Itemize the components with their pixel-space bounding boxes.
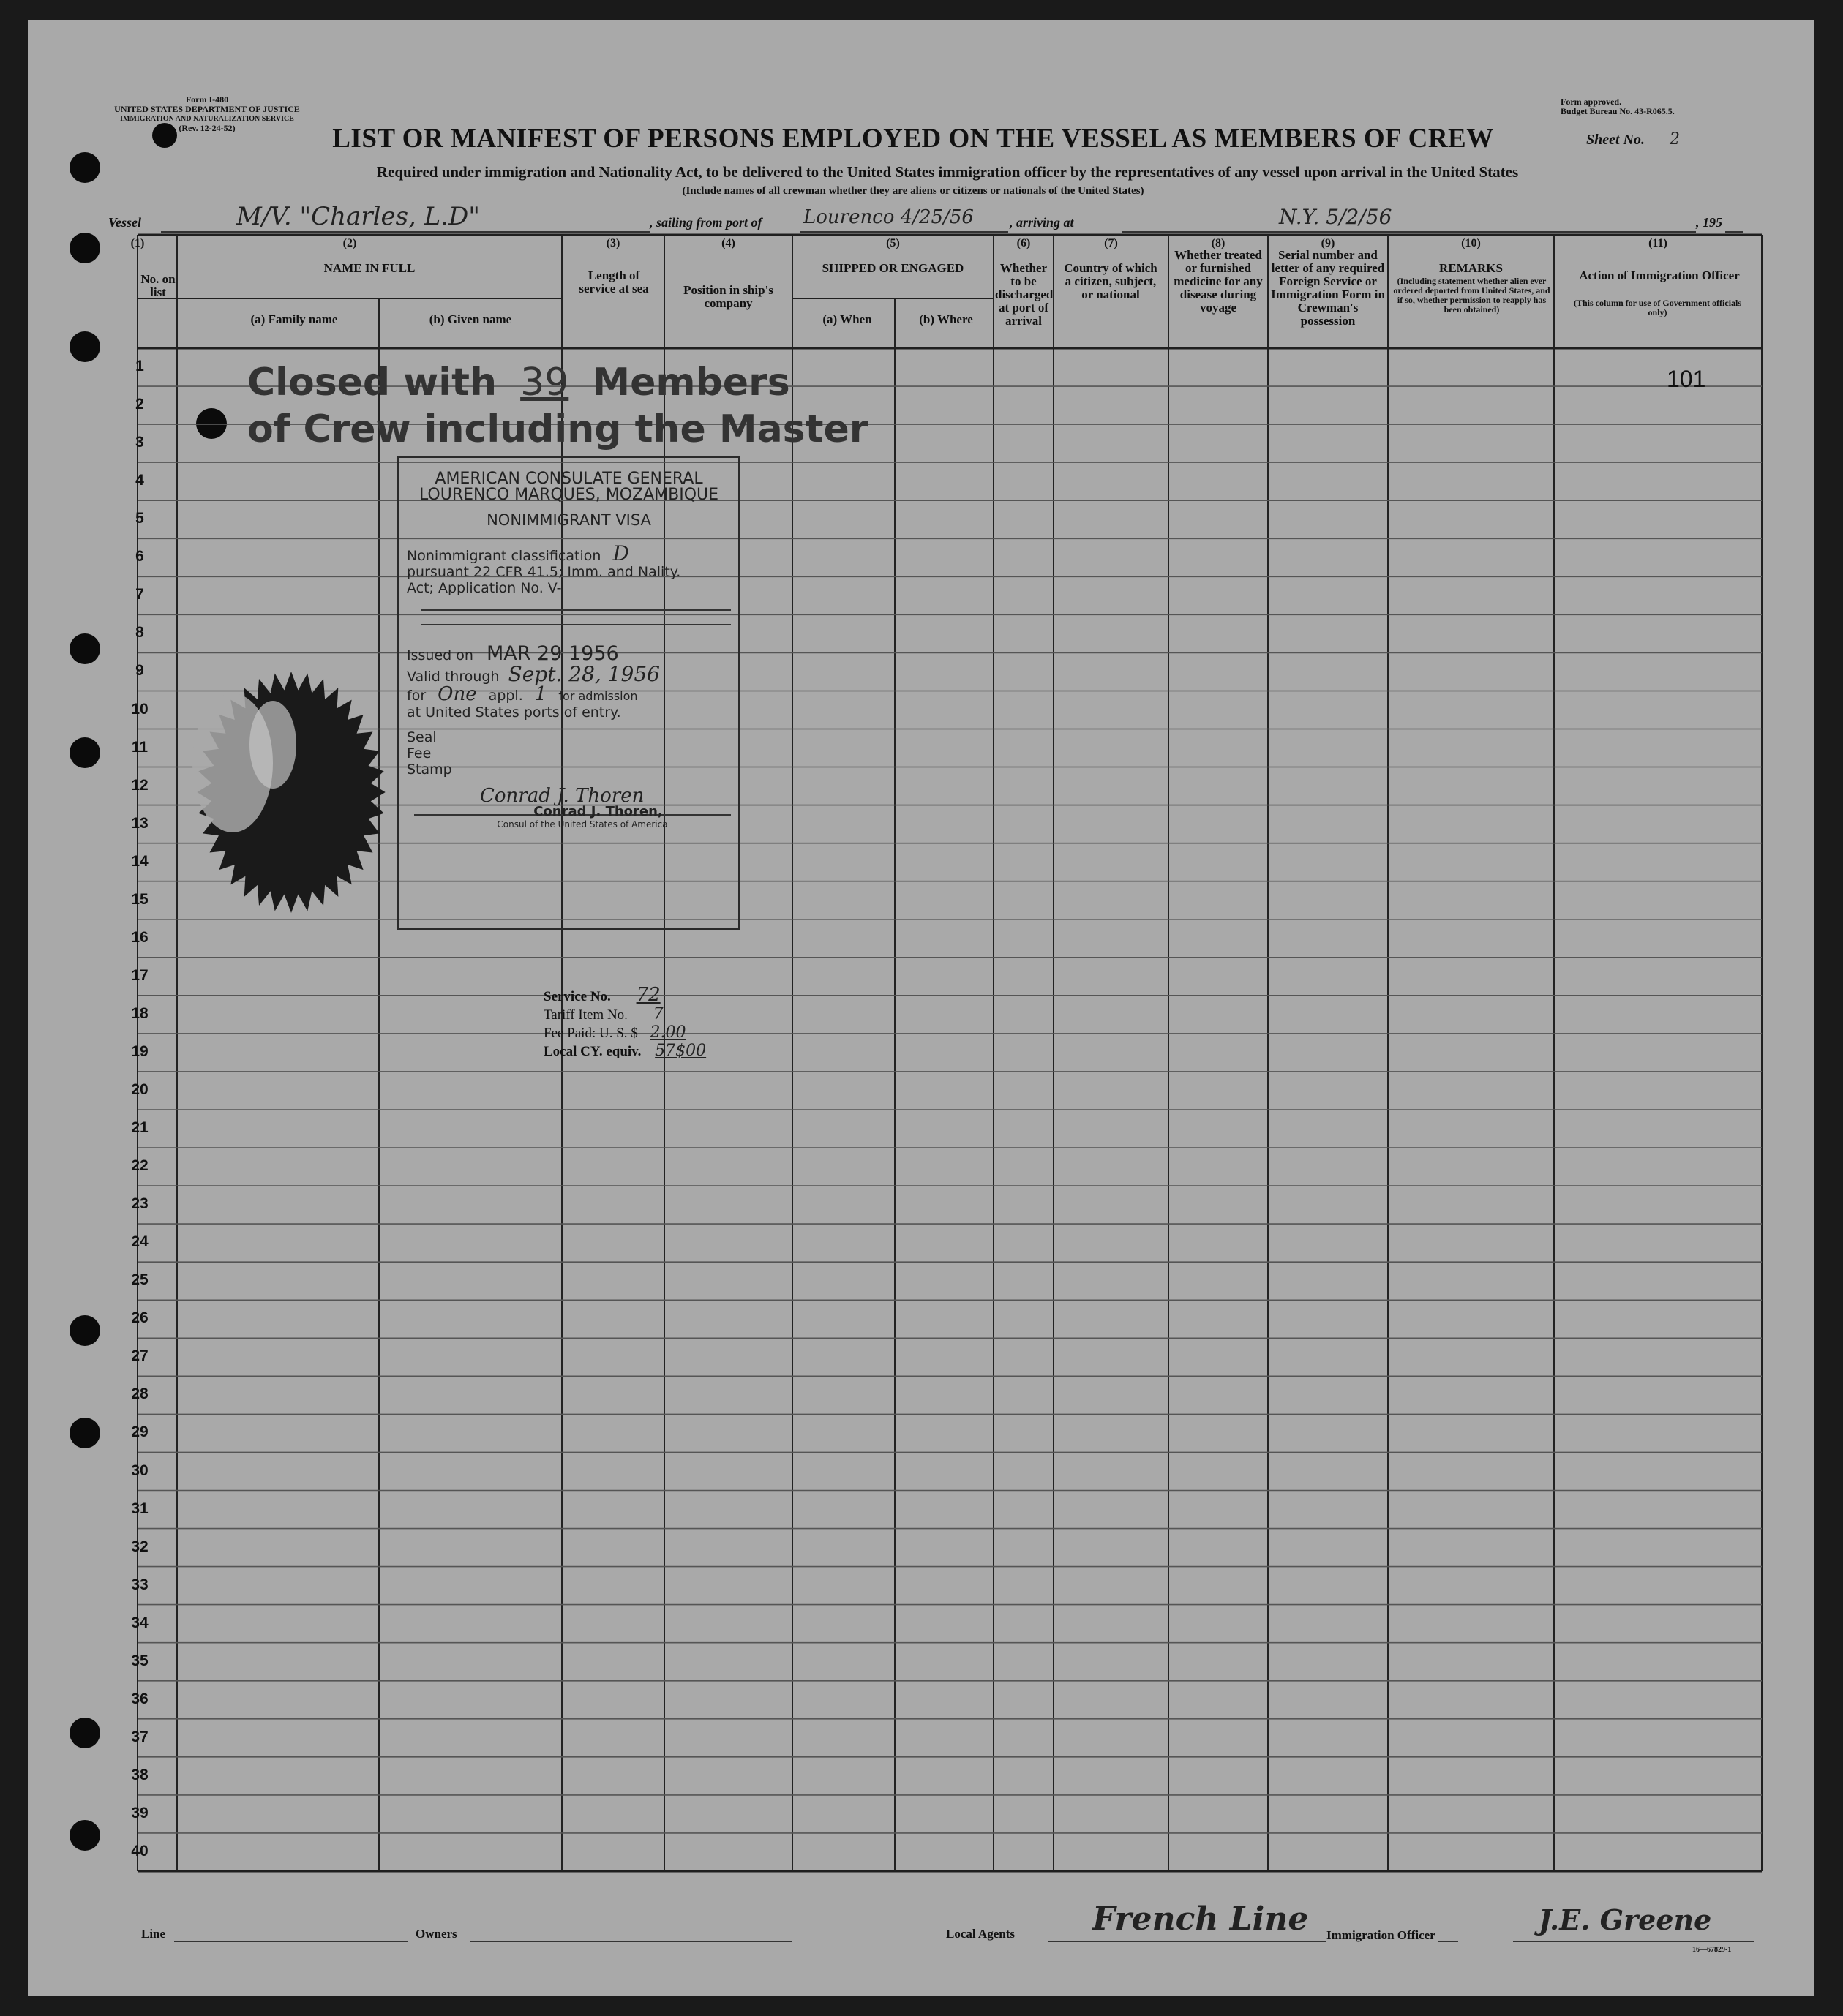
visa-valid: [407, 662, 738, 686]
row-number: 10: [131, 700, 149, 718]
row-number: 28: [131, 1385, 149, 1403]
required-line: Required under immigration and Nationality Act, to be delivered to the United States immigration officer by the representatives of any vessel upon arrival in the United States: [376, 163, 1519, 181]
consul-name: Conrad J. Thoren,: [533, 804, 663, 819]
row-number: 16: [131, 928, 149, 946]
col-action: Action of Immigration Officer: [1579, 268, 1740, 282]
col-num-10: (10): [1461, 237, 1481, 249]
print-code: 16—67829-1: [1692, 1946, 1732, 1954]
row-number: 39: [131, 1804, 149, 1821]
closed-stamp: [247, 361, 979, 451]
visa-for: [407, 683, 738, 705]
agents-label: Local Agents: [946, 1927, 1015, 1941]
form-number: Form I-480: [185, 94, 229, 105]
closed-line-1: [247, 361, 979, 405]
row-number: 25: [131, 1271, 149, 1289]
row-number: 3: [135, 434, 144, 451]
officer-underline: [1513, 1941, 1754, 1942]
row-number: 14: [131, 852, 149, 870]
page-title: LIST OR MANIFEST OF PERSONS EMPLOYED ON THE VESSEL AS MEMBERS OF CREW: [332, 124, 1494, 154]
fee-label: Fee Paid: U. S. $: [544, 1026, 638, 1041]
col-discharged: Whether to be discharged at port of arrival: [995, 261, 1054, 328]
row-number: 21: [131, 1119, 149, 1136]
sheet-label: Sheet No.: [1586, 132, 1645, 148]
footer: [108, 1900, 1762, 1959]
service-value: 72: [636, 984, 661, 1006]
col-when: (a) When: [822, 312, 872, 326]
row-number: 4: [135, 472, 144, 489]
col-num-2: (2): [342, 237, 357, 249]
col-action-note: (This column for use of Government officials only): [1573, 298, 1742, 317]
service-name: IMMIGRATION AND NATURALIZATION SERVICE: [120, 115, 294, 123]
arriving-value: N.Y. 5/2/56: [1279, 205, 1392, 229]
for-label: for: [407, 688, 427, 704]
row-number: 37: [131, 1728, 149, 1745]
visa-blank-2: [421, 624, 731, 625]
year-label: , 195: [1696, 215, 1722, 230]
include-line: (Include names of all crewman whether they are aliens or citizens or nationals of the United States): [682, 185, 1144, 197]
fee-value: 2.00: [650, 1023, 686, 1042]
col-family-name: (a) Family name: [250, 312, 338, 326]
line-label: Line: [141, 1927, 166, 1941]
row-number: 31: [131, 1500, 149, 1517]
visa-line-4: [407, 541, 738, 565]
visa-line-3: NONIMMIGRANT VISA: [487, 511, 651, 529]
tariff-value: 7: [653, 1005, 664, 1023]
embossed-seal: [163, 664, 405, 920]
officer-value: J.E. Greene: [1539, 1903, 1712, 1936]
col-remarks-note: (Including statement whether alien ever ordered deported from United States, and if so, whether permission to reapply has been obtained): [1393, 276, 1550, 315]
consul-signature: Conrad J. Thoren: [480, 785, 645, 807]
row-number: 38: [131, 1766, 149, 1783]
row-number: 32: [131, 1538, 149, 1555]
row-number: 2: [135, 396, 144, 413]
department: UNITED STATES DEPARTMENT OF JUSTICE: [114, 104, 300, 114]
row-number: 34: [131, 1614, 149, 1631]
col-num-4: (4): [721, 237, 735, 249]
col-num-6: (6): [1016, 237, 1031, 249]
visa-stamp-label: Stamp: [407, 761, 452, 778]
col-length-service: Length of service at sea: [579, 268, 649, 296]
admission-label: for admission: [558, 689, 638, 703]
issued-label: Issued on: [407, 647, 473, 663]
visa-fee: Fee: [407, 745, 432, 761]
row-number: 9: [135, 662, 144, 680]
members-text: Members: [592, 361, 790, 405]
col-position: Position in ship's company: [683, 283, 773, 310]
closed-count: 39: [520, 361, 569, 405]
col-num-11: (11): [1648, 237, 1667, 249]
col-no-on-list: No. on list: [140, 272, 176, 299]
col-name-in-full: NAME IN FULL: [323, 261, 416, 275]
row-number: 11: [131, 738, 149, 756]
row-number: 6: [135, 548, 144, 565]
local-label: Local CY. equiv.: [544, 1044, 642, 1059]
col-shipped-engaged: SHIPPED OR ENGAGED: [822, 261, 964, 275]
tariff-row: [544, 1006, 814, 1024]
approval-line1: Form approved.: [1561, 97, 1622, 107]
appl-value: 1: [534, 683, 547, 705]
row-number: 12: [131, 776, 149, 794]
col-num-1: (1): [130, 237, 145, 249]
visa-seal: Seal: [407, 729, 437, 745]
row-number: 40: [131, 1843, 149, 1859]
approval-line2: Budget Bureau No. 43-R065.5.: [1561, 106, 1675, 116]
tariff-label: Tariff Item No.: [544, 1007, 628, 1023]
col-where: (b) Where: [919, 312, 973, 326]
row-number: 23: [131, 1195, 149, 1213]
visa-issued: [407, 642, 738, 665]
classification-value: D: [612, 541, 629, 565]
row-number: 5: [135, 510, 144, 527]
col-country: Country of which a citizen, subject, or national: [1064, 261, 1157, 301]
row-number: 22: [131, 1157, 149, 1175]
closed-with-text: Closed with: [247, 361, 497, 405]
action-value: 101: [1667, 366, 1706, 392]
col-num-9: (9): [1321, 237, 1335, 249]
owners-underline: [470, 1941, 792, 1942]
vessel-value: M/V. "Charles, L.D": [236, 202, 480, 231]
row-number: 17: [131, 966, 149, 984]
row-number: 36: [131, 1690, 149, 1707]
owners-label: Owners: [416, 1927, 457, 1941]
row-number: 24: [131, 1233, 149, 1251]
issued-date: MAR 29 1956: [486, 642, 619, 665]
col-num-5: (5): [886, 237, 900, 249]
appl-label: appl.: [488, 688, 523, 704]
col-serial-number: Serial number and letter of any required Foreign Service or Immigration Form in Crewman's possession: [1271, 248, 1385, 328]
service-row: [544, 986, 814, 1006]
row-number: 26: [131, 1309, 149, 1327]
row-number: 1: [135, 358, 144, 375]
col-given-name: (b) Given name: [429, 312, 512, 326]
row-number: 30: [131, 1462, 149, 1479]
visa-stamp: [397, 456, 740, 930]
local-value: 57$00: [655, 1042, 707, 1060]
agents-value: French Line: [1092, 1900, 1309, 1938]
line-underline: [174, 1941, 408, 1942]
visa-line-5: pursuant 22 CFR 41.5; Imm. and Nality.: [407, 564, 681, 580]
arriving-label: , arriving at: [1010, 215, 1074, 230]
visa-blank-1: [421, 609, 731, 611]
row-number: 20: [131, 1081, 149, 1098]
row-number: 33: [131, 1576, 149, 1593]
local-row: [544, 1042, 814, 1061]
visa-ports: at United States ports of entry.: [407, 704, 621, 721]
vessel-label: Vessel: [108, 215, 141, 230]
classification-label: Nonimmigrant classification: [407, 548, 601, 564]
closed-line-2: of Crew including the Master: [247, 407, 868, 451]
officer-label: Immigration Officer: [1326, 1928, 1438, 1943]
col-remarks: REMARKS: [1439, 261, 1503, 275]
service-label: Service No.: [544, 989, 611, 1004]
valid-label: Valid through: [407, 669, 500, 685]
consul-title: Consul of the United States of America: [497, 819, 668, 830]
visa-line-6: Act; Application No. V-: [407, 580, 562, 596]
row-number: 8: [135, 624, 144, 642]
sailing-label: , sailing from port of: [650, 215, 762, 230]
col-treated: Whether treated or furnished medicine for any disease during voyage: [1174, 248, 1263, 315]
row-number: 35: [131, 1652, 149, 1669]
col-num-7: (7): [1104, 237, 1118, 249]
row-number: 29: [131, 1423, 149, 1441]
valid-date: Sept. 28, 1956: [508, 662, 660, 686]
row-number: 15: [131, 890, 149, 908]
manifest-paper: [28, 20, 1814, 1996]
visa-line-1: AMERICAN CONSULATE GENERAL: [435, 470, 703, 488]
for-value: One: [438, 683, 477, 705]
row-number: 18: [131, 1004, 149, 1022]
sheet-value: 2: [1670, 130, 1680, 148]
visa-line-2: LOURENCO MARQUES, MOZAMBIQUE: [418, 486, 719, 504]
revision: (Rev. 12-24-52): [179, 123, 236, 133]
sailing-value: Lourenco 4/25/56: [803, 206, 974, 228]
row-number: 13: [131, 814, 149, 832]
fee-row: [544, 1024, 814, 1042]
row-number: 19: [131, 1042, 149, 1060]
col-num-8: (8): [1211, 237, 1225, 249]
fee-block: [544, 986, 814, 1061]
row-number: 7: [135, 586, 144, 603]
col-num-3: (3): [606, 237, 620, 249]
row-number: 27: [131, 1347, 149, 1365]
